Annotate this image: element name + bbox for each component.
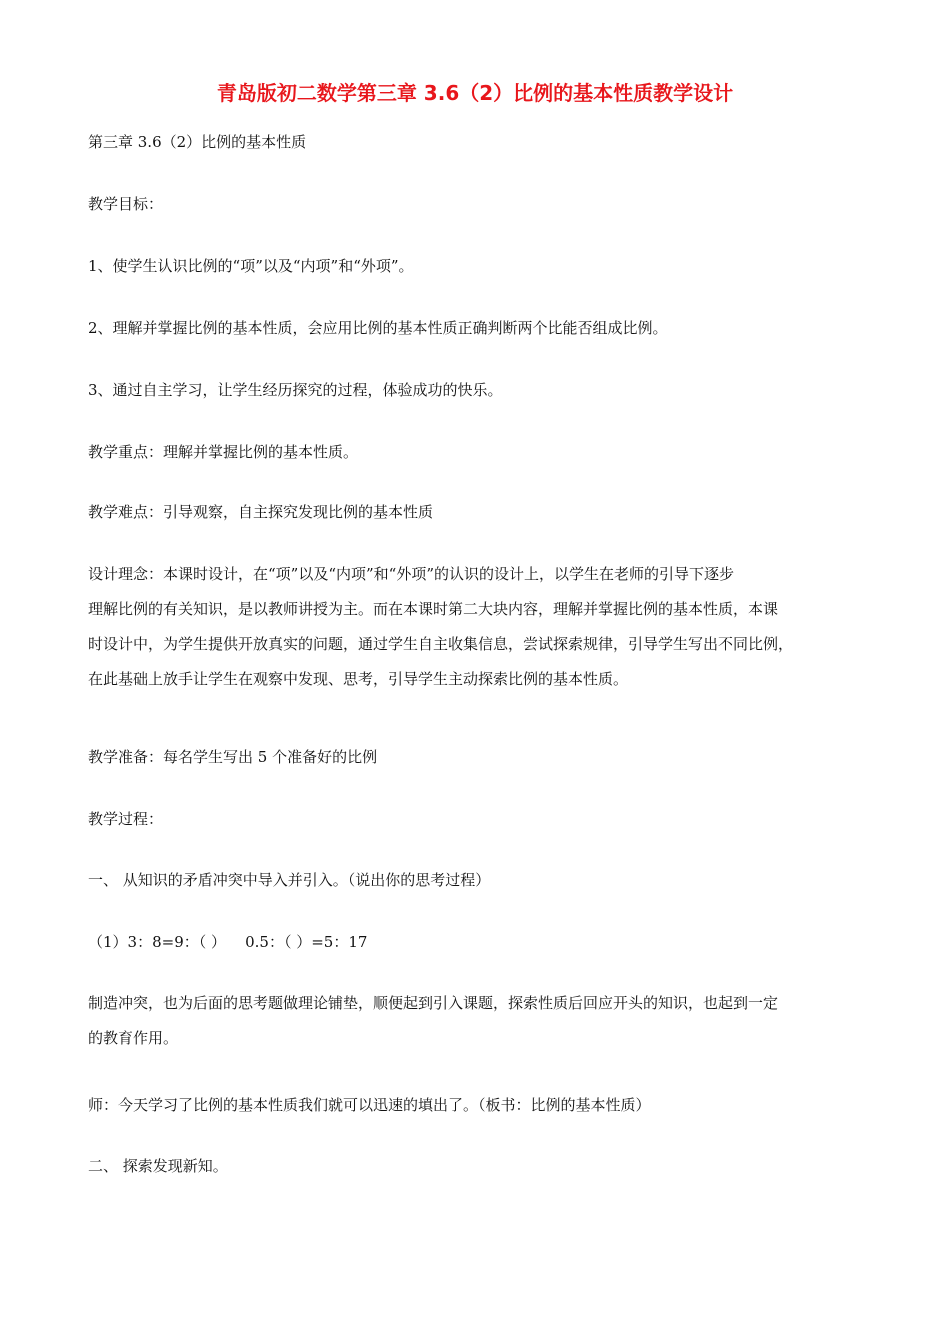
design-line: 在此基础上放手让学生在观察中发现、思考，引导学生主动探索比例的基本性质。 <box>88 670 629 688</box>
chapter-subtitle: 第三章 3.6（2）比例的基本性质 <box>88 133 307 151</box>
conflict-line: 的教育作用。 <box>88 1029 179 1047</box>
design-line: 时设计中，为学生提供开放真实的问题，通过学生自主收集信息，尝试探索规律，引导学生写出不同比例， <box>88 635 794 653</box>
document-title: 青岛版初二数学第三章 3.6（2）比例的基本性质教学设计 <box>216 81 734 105</box>
preparation: 教学准备：每名学生写出 5 个准备好的比例 <box>88 748 378 766</box>
goal-item-3: 3、通过自主学习，让学生经历探究的过程，体验成功的快乐。 <box>88 381 503 399</box>
section-heading-2: 二、 探索发现新知。 <box>88 1157 228 1175</box>
key-point: 教学重点：理解并掌握比例的基本性质。 <box>88 443 359 461</box>
design-concept-paragraph <box>88 563 878 690</box>
process-heading: 教学过程： <box>88 810 164 828</box>
conflict-paragraph <box>88 992 878 1049</box>
goal-item-1: 1、使学生认识比例的“项”以及“内项”和“外项”。 <box>88 257 414 275</box>
design-line: 设计理念：本课时设计，在“项”以及“内项”和“外项”的认识的设计上，以学生在老师的引导下逐步 <box>88 565 735 583</box>
design-line: 理解比例的有关知识，是以教师讲授为主。而在本课时第二大块内容，理解并掌握比例的基本性质，本课 <box>88 600 779 618</box>
difficulty-point: 教学难点：引导观察，自主探究发现比例的基本性质 <box>88 503 434 521</box>
teacher-remark: 师：今天学习了比例的基本性质我们就可以迅速的填出了。（板书：比例的基本性质） <box>88 1096 651 1114</box>
goals-heading: 教学目标： <box>88 195 164 213</box>
goal-item-2: 2、理解并掌握比例的基本性质，会应用比例的基本性质正确判断两个比能否组成比例。 <box>88 319 668 337</box>
exercise-line: （1）3：8=9：（ ） 0.5：（ ）=5：17 <box>88 933 368 951</box>
conflict-line: 制造冲突，也为后面的思考题做理论铺垫，顺便起到引入课题，探索性质后回应开头的知识，也起到一定 <box>88 994 779 1012</box>
section-heading-1: 一、 从知识的矛盾冲突中导入并引入。（说出你的思考过程） <box>88 871 491 889</box>
